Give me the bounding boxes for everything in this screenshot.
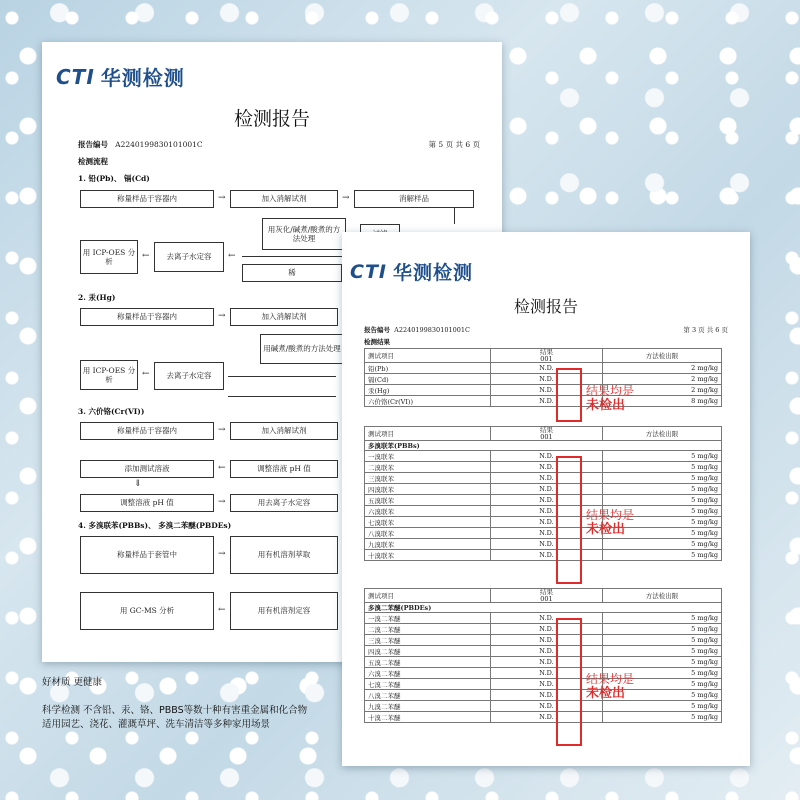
result-value: N.D. [491, 374, 603, 385]
note-line-2: 未检出 [586, 398, 626, 414]
result-value: N.D. [491, 635, 603, 646]
results-table-pbbs [364, 426, 722, 561]
flow-box-ash: 用灰化/碱煮/酸煮的方法处理 [262, 218, 346, 250]
note-not-detected-1 [586, 384, 634, 414]
table-row [365, 646, 722, 657]
report-number [364, 325, 470, 334]
table-row [365, 396, 722, 407]
section-3-title: 3. 六价铬(Cr(VI)) [78, 407, 145, 416]
page-number: 第 5 页 共 6 页 [428, 140, 480, 149]
note-line-2: 未检出 [586, 522, 626, 538]
result-mdl: 5 mg/kg [603, 646, 722, 657]
result-value: N.D. [491, 668, 603, 679]
table-row [365, 517, 722, 528]
result-mdl: 5 mg/kg [603, 451, 722, 462]
flow-box-dilute: 去离子水定容 [154, 242, 224, 272]
result-mdl: 5 mg/kg [603, 495, 722, 506]
results-table-heavy-metals [364, 348, 722, 407]
caption-usage: 适用园艺、浇花、灌溉草坪、洗车清洁等多种家用场景 [42, 718, 271, 730]
table-row [365, 712, 722, 723]
result-item-name: 十溴联苯 [365, 550, 491, 561]
col-header-mdl: 方法检出限 [603, 589, 722, 603]
col-header-item: 测试项目 [365, 427, 491, 441]
result-value: N.D. [491, 517, 603, 528]
note-line-1: 结果均是 [586, 384, 635, 398]
flow-box-weigh-2: 称量样品于容器内 [80, 308, 214, 326]
results-title: 检测结果 [364, 338, 390, 346]
col-header-item: 测试项目 [365, 349, 491, 363]
result-item-name: 八溴二苯醚 [365, 690, 491, 701]
arrow-right-icon: → [342, 193, 350, 203]
report-number [78, 139, 203, 150]
note-not-detected-3 [586, 672, 634, 702]
result-item-name: 九溴联苯 [365, 539, 491, 550]
result-item-name: 镉(Cd) [365, 374, 491, 385]
table-row [365, 701, 722, 712]
result-value: N.D. [491, 657, 603, 668]
table-row [365, 550, 722, 561]
cti-logo [56, 62, 185, 91]
result-item-name: 九溴二苯醚 [365, 701, 491, 712]
flow-box-weigh: 称量样品于容器内 [80, 190, 214, 208]
table-row [365, 451, 722, 462]
result-value: N.D. [491, 701, 603, 712]
table-row [365, 528, 722, 539]
result-mdl: 5 mg/kg [603, 657, 722, 668]
report-title: 检测报告 [233, 108, 310, 130]
table-row [365, 374, 722, 385]
col-header-sample: 001 [540, 354, 553, 363]
result-value: N.D. [491, 613, 603, 624]
flow-box-icp-2: 用 ICP-OES 分析 [80, 360, 138, 390]
connector-line [454, 208, 455, 224]
table-row [365, 473, 722, 484]
result-mdl: 5 mg/kg [603, 701, 722, 712]
arrow-right-icon: → [218, 311, 226, 321]
product-caption [42, 676, 342, 731]
result-item-name: 五溴联苯 [365, 495, 491, 506]
table-row [365, 462, 722, 473]
connector-line [228, 396, 336, 397]
note-not-detected-2 [586, 508, 634, 538]
result-mdl: 5 mg/kg [603, 668, 722, 679]
result-mdl: 5 mg/kg [603, 528, 722, 539]
arrow-left-icon: ← [228, 251, 236, 261]
result-item-name: 三溴二苯醚 [365, 635, 491, 646]
result-value: N.D. [491, 462, 603, 473]
flow-box-add-test: 添加测试溶液 [80, 460, 214, 478]
connector-line [242, 256, 342, 257]
result-item-name: 八溴联苯 [365, 528, 491, 539]
section-4-title: 4. 多溴联苯(PBBs)、 多溴二苯醚(PBDEs) [78, 521, 232, 530]
report-page-results [342, 232, 750, 766]
section-1-title: 1. 铅(Pb)、 镉(Cd) [78, 174, 150, 183]
result-value: N.D. [491, 679, 603, 690]
result-value: N.D. [491, 539, 603, 550]
result-mdl: 5 mg/kg [603, 712, 722, 723]
table-row [365, 363, 722, 374]
col-header-result [491, 589, 603, 603]
result-item-name: 四溴二苯醚 [365, 646, 491, 657]
col-header-mdl: 方法检出限 [603, 427, 722, 441]
result-mdl: 5 mg/kg [603, 624, 722, 635]
result-mdl: 5 mg/kg [603, 613, 722, 624]
flow-box-extract: 用有机溶剂萃取 [230, 536, 338, 574]
result-item-name: 二溴二苯醚 [365, 624, 491, 635]
table-row [365, 484, 722, 495]
flow-box-alkali: 用碱煮/酸煮的方法处理 [260, 334, 344, 364]
flow-box-gcms: 用 GC-MS 分析 [80, 592, 214, 630]
result-item-name: 铅(Pb) [365, 363, 491, 374]
result-value: N.D. [491, 363, 603, 374]
flow-box-add-digest-3: 加入消解试剂 [230, 422, 338, 440]
result-value: N.D. [491, 528, 603, 539]
table-row [365, 635, 722, 646]
result-mdl: 2 mg/kg [603, 374, 722, 385]
flow-box-dilute-2: 去离子水定容 [154, 362, 224, 390]
table-row [365, 613, 722, 624]
result-value: N.D. [491, 506, 603, 517]
cti-logo [350, 258, 473, 285]
result-value: N.D. [491, 451, 603, 462]
flow-box-weigh-3: 称量样品于容器内 [80, 422, 214, 440]
highlight-box-pbbs [556, 456, 582, 584]
col-header-mdl: 方法检出限 [603, 349, 722, 363]
arrow-right-icon: → [218, 193, 226, 203]
result-item-name: 六溴二苯醚 [365, 668, 491, 679]
col-header-result-label: 结果 [540, 426, 553, 434]
flow-box-adjust-ph-2: 调整溶液 pH 值 [80, 494, 214, 512]
result-item-name: 四溴联苯 [365, 484, 491, 495]
flow-title: 检测流程 [78, 157, 108, 166]
flow-box-add-digest: 加入消解试剂 [230, 190, 338, 208]
flow-box-add-digest-2: 加入消解试剂 [230, 308, 338, 326]
note-line-2: 未检出 [586, 686, 626, 702]
col-header-sample: 001 [540, 594, 553, 603]
table-row [365, 679, 722, 690]
result-value: N.D. [491, 473, 603, 484]
report-no-value: A2240199830101001C [115, 140, 203, 149]
caption-detail: 科学检测 不含铅、汞、铬、PBBS等数十种有害重金属和化合物 [42, 704, 308, 716]
group-label-pbbs: 多溴联苯(PBBs) [365, 441, 722, 451]
arrow-down-icon: ⇓ [134, 479, 142, 489]
col-header-result [491, 427, 603, 441]
result-value: N.D. [491, 550, 603, 561]
result-mdl: 5 mg/kg [603, 506, 722, 517]
arrow-right-icon: → [218, 425, 226, 435]
result-item-name: 六溴联苯 [365, 506, 491, 517]
result-mdl: 2 mg/kg [603, 363, 722, 374]
arrow-left-icon: ← [218, 605, 226, 615]
result-mdl: 5 mg/kg [603, 484, 722, 495]
caption-headline: 好材质 更健康 [42, 677, 103, 688]
result-value: N.D. [491, 646, 603, 657]
flow-box-dilute-org: 用有机溶剂定容 [230, 592, 338, 630]
table-row [365, 495, 722, 506]
flow-box-icp: 用 ICP-OES 分析 [80, 240, 138, 274]
result-mdl: 5 mg/kg [603, 550, 722, 561]
result-value: N.D. [491, 690, 603, 701]
result-mdl: 8 mg/kg [603, 396, 722, 407]
result-value: N.D. [491, 495, 603, 506]
result-value: N.D. [491, 396, 603, 407]
report-no-label: 报告编号 [364, 326, 390, 334]
flow-box-weigh-kit: 称量样品于套管中 [80, 536, 214, 574]
col-header-item: 测试项目 [365, 589, 491, 603]
logo-cn-text: 华测检测 [392, 262, 473, 284]
table-row [365, 657, 722, 668]
logo-cti-text: CTI [56, 64, 95, 89]
table-row [365, 539, 722, 550]
group-label-pbdes: 多溴二苯醚(PBDEs) [365, 603, 722, 613]
col-header-result-label: 结果 [540, 588, 553, 596]
table-row [365, 624, 722, 635]
result-item-name: 二溴联苯 [365, 462, 491, 473]
logo-cti-text: CTI [350, 260, 387, 283]
result-item-name: 一溴联苯 [365, 451, 491, 462]
result-mdl: 5 mg/kg [603, 539, 722, 550]
result-value: N.D. [491, 484, 603, 495]
result-mdl: 5 mg/kg [603, 473, 722, 484]
arrow-right-icon: → [218, 497, 226, 507]
result-mdl: 5 mg/kg [603, 679, 722, 690]
result-item-name: 汞(Hg) [365, 385, 491, 396]
section-2-title: 2. 汞(Hg) [78, 293, 116, 302]
page-number: 第 3 页 共 6 页 [683, 326, 728, 334]
result-value: N.D. [491, 385, 603, 396]
col-header-result-label: 结果 [540, 348, 553, 356]
result-mdl: 5 mg/kg [603, 635, 722, 646]
flow-box-dilute-water: 用去离子水定容 [230, 494, 338, 512]
result-item-name: 三溴联苯 [365, 473, 491, 484]
report-no-value: A2240199830101001C [394, 326, 470, 334]
arrow-right-icon: → [218, 549, 226, 559]
result-mdl: 5 mg/kg [603, 690, 722, 701]
table-row [365, 668, 722, 679]
result-mdl: 2 mg/kg [603, 385, 722, 396]
result-item-name: 七溴二苯醚 [365, 679, 491, 690]
table-row [365, 385, 722, 396]
report-no-label: 报告编号 [78, 140, 108, 149]
arrow-left-icon: ← [218, 463, 226, 473]
result-item-name: 五溴二苯醚 [365, 657, 491, 668]
result-item-name: 一溴二苯醚 [365, 613, 491, 624]
result-value: N.D. [491, 712, 603, 723]
arrow-left-icon: ← [142, 369, 150, 379]
highlight-box-heavy [556, 368, 582, 422]
table-row [365, 690, 722, 701]
highlight-box-pbdes [556, 618, 582, 746]
connector-line [228, 376, 336, 377]
result-mdl: 5 mg/kg [603, 517, 722, 528]
note-line-1: 结果均是 [586, 508, 635, 522]
result-mdl: 5 mg/kg [603, 462, 722, 473]
flow-box-stub-2: 稀 [242, 264, 342, 282]
arrow-left-icon: ← [142, 251, 150, 261]
result-item-name: 十溴二苯醚 [365, 712, 491, 723]
result-item-name: 六价铬(Cr(VI)) [365, 396, 491, 407]
flow-box-adjust-ph: 调整溶液 pH 值 [230, 460, 338, 478]
logo-cn-text: 华测检测 [100, 66, 185, 90]
note-line-1: 结果均是 [586, 672, 635, 686]
results-table-pbdes [364, 588, 722, 723]
flow-box-digest: 消解样品 [354, 190, 474, 208]
col-header-sample: 001 [540, 432, 553, 441]
result-item-name: 七溴联苯 [365, 517, 491, 528]
table-row [365, 506, 722, 517]
report-title: 检测报告 [513, 297, 578, 316]
result-value: N.D. [491, 624, 603, 635]
col-header-result [491, 349, 603, 363]
